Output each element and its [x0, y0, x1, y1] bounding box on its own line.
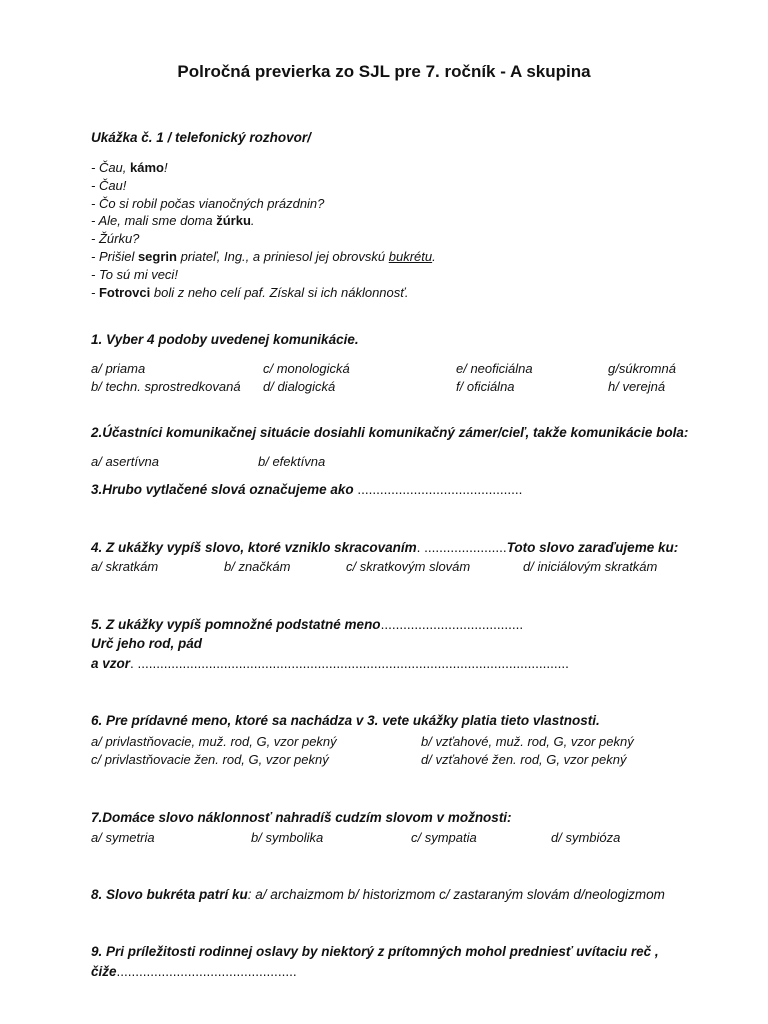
question-8: 8. Slovo bukréta patrí ku: a/ archaizmom b/ historizmom c/ zastaraným slovám d/neologizmom: [91, 887, 665, 902]
option: a/ privlastňovacie, muž. rod, G, vzor pekný: [91, 734, 337, 749]
option: h/ verejná: [608, 379, 666, 394]
question-8-options: : a/ archaizmom b/ historizmom c/ zastaraným slovám d/neologizmom: [247, 887, 665, 902]
question-5: 5. Z ukážky vypíš pomnožné podstatné meno......................................: [91, 617, 524, 632]
question-5-line-3: a vzor. ...................................................................................................................: [91, 656, 569, 671]
option: a/ priama: [91, 361, 146, 376]
option: b/ efektívna: [258, 454, 326, 469]
option: a/ skratkám: [91, 559, 159, 574]
option: c/ privlastňovacie žen. rod, G, vzor pekný: [91, 752, 329, 767]
dialogue-line: - Čau!: [91, 177, 127, 193]
option: a/ asertívna: [91, 454, 159, 469]
question-4: 4. Z ukážky vypíš slovo, ktoré vzniklo skracovaním. ......................Toto slovo zaraďujeme ku:: [91, 540, 679, 555]
option: c/ skratkovým slovám: [346, 559, 471, 574]
question-9-line-2: čiže................................................: [91, 964, 297, 979]
question-6: 6. Pre prídavné meno, ktoré sa nachádza v 3. vete ukážky platia tieto vlastnosti.: [91, 713, 600, 728]
dialogue-line: - Čo si robil počas vianočných prázdnin?: [91, 195, 325, 211]
dialogue-line: - Čau, kámo!: [91, 160, 168, 175]
option: b/ značkám: [224, 559, 291, 574]
option: a/ symetria: [91, 830, 155, 845]
question-5-line-2: Urč jeho rod, pád: [91, 636, 203, 651]
option: f/ oficiálna: [456, 379, 515, 394]
answer-blank: ............................................: [357, 482, 523, 497]
question-2: 2.Účastníci komunikačnej situácie dosiahli komunikačný zámer/cieľ, takže komunikácie bola:: [91, 425, 689, 440]
dialogue-line: - Prišiel segrin priateľ, Ing., a priniesol jej obrovskú bukrétu.: [91, 248, 436, 264]
page-title: Polročná previerka zo SJL pre 7. ročník - A skupina: [177, 62, 591, 81]
answer-blank: . ......................: [416, 540, 507, 555]
option: c/ monologická: [263, 361, 350, 376]
option: g/súkromná: [608, 361, 676, 376]
dialogue-line: - Fotrovci boli z neho celí paf. Získal si ich náklonnosť.: [91, 284, 409, 300]
question-3: 3.Hrubo vytlačené slová označujeme ako ............................................: [91, 482, 523, 497]
question-9: 9. Pri príležitosti rodinnej oslavy by niektorý z prítomných mohol predniesť uvítaciu reč ,: [91, 944, 659, 959]
option: b/ symbolika: [251, 830, 324, 845]
question-7: 7.Domáce slovo náklonnosť nahradíš cudzím slovom v možnosti:: [91, 810, 512, 825]
answer-blank: ......................................: [380, 617, 524, 632]
option: d/ dialogická: [263, 379, 336, 394]
sample-dialogue: [91, 159, 436, 301]
dialogue-line: - Ale, mali sme doma žúrku.: [91, 213, 255, 229]
option: d/ symbióza: [551, 830, 621, 845]
question-1: 1. Vyber 4 podoby uvedenej komunikácie.: [91, 332, 359, 347]
option: d/ iniciálovým skratkám: [523, 559, 658, 574]
sample-heading: Ukážka č. 1 / telefonický rozhovor/: [91, 130, 311, 145]
option: b/ techn. sprostredkovaná: [91, 379, 241, 394]
option: d/ vzťahové žen. rod, G, vzor pekný: [421, 752, 627, 767]
answer-blank: . ...................................................................................................................: [130, 656, 569, 671]
dialogue-line: - Žúrku?: [91, 231, 140, 247]
option: c/ sympatia: [411, 830, 477, 845]
dialogue-line: - To sú mi veci!: [91, 266, 178, 282]
answer-blank: ................................................: [116, 964, 297, 979]
option: e/ neoficiálna: [456, 361, 533, 376]
option: b/ vzťahové, muž. rod, G, vzor pekný: [421, 734, 634, 749]
